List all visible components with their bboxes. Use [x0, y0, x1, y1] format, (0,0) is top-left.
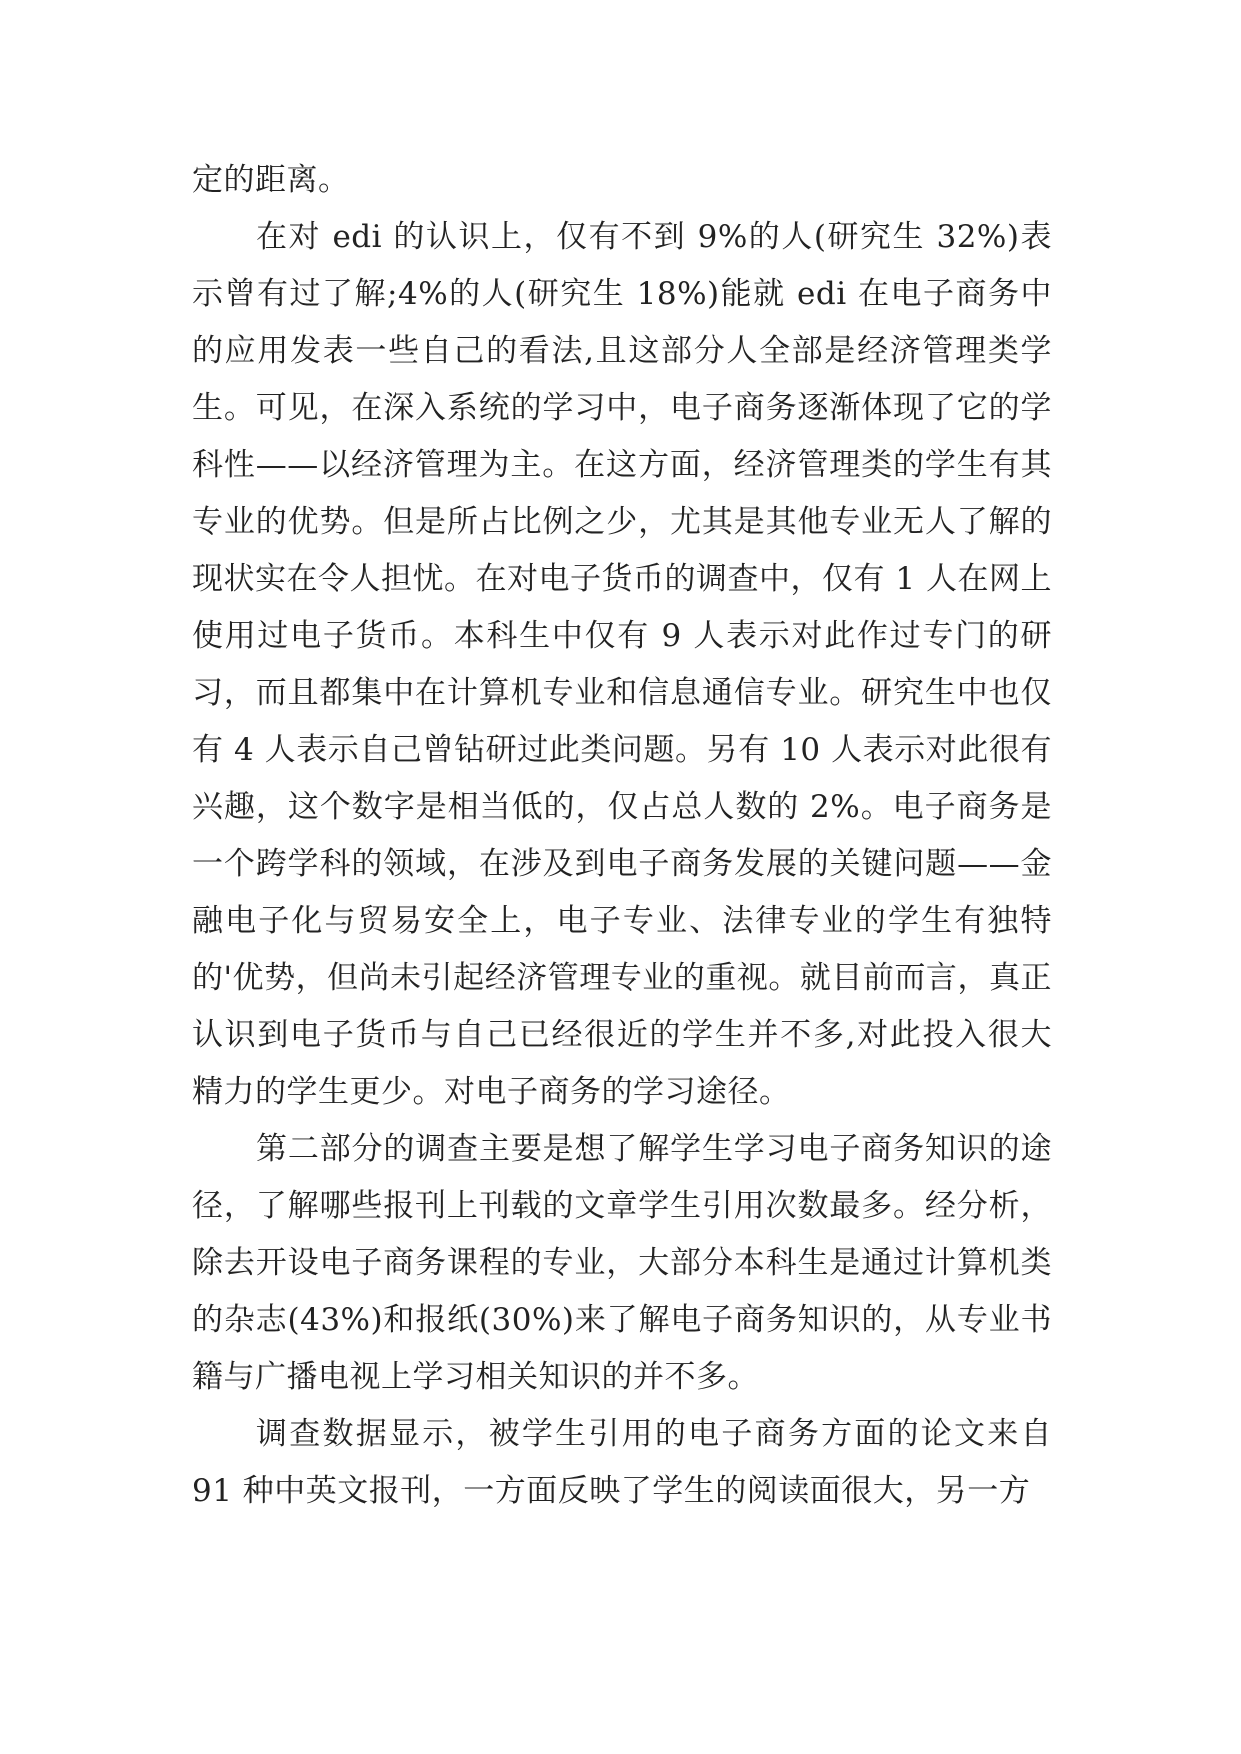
paragraph-2: 在对 edi 的认识上，仅有不到 9%的人(研究生 32%)表示曾有过了解;4%的人(研究生 18%)能就 edi 在电子商务中的应用发表一些自己的看法,且这部分人全部是经济管理类学生。可见，在深入系统的学习中，电子商务逐渐体现了它的学科性——以经济管理为主。在这方面，经济管理类的学生有其专业的优势。但是所占比例之少，尤其是其他专业无人了解的现状实在令人担忧。在对电子货币的调查中，仅有 1 人在网上使用过电子货币。本科生中仅有 9 人表示对此作过专门的研习，而且都集中在计算机专业和信息通信专业。研究生中也仅有 4 人表示自己曾钻研过此类问题。另有 10 人表示对此很有兴趣，这个数字是相当低的，仅占总人数的 2%。电子商务是一个跨学科的领域，在涉及到电子商务发展的关键问题——金融电子化与贸易安全上，电子专业、法律专业的学生有独特的'优势，但尚未引起经济管理专业的重视。就目前而言，真正认识到电子货币与自己已经很近的学生并不多,对此投入很大精力的学生更少。对电子商务的学习途径。 [192, 219, 1052, 1110]
document-body [192, 152, 1052, 1520]
paragraph-3: 第二部分的调查主要是想了解学生学习电子商务知识的途径，了解哪些报刊上刊载的文章学生引用次数最多。经分析，除去开设电子商务课程的专业，大部分本科生是通过计算机类的杂志(43%)和报纸(30%)来了解电子商务知识的，从专业书籍与广播电视上学习相关知识的并不多。 [192, 1131, 1052, 1395]
paragraph-1: 定的距离。 [192, 162, 350, 198]
paragraph-4: 调查数据显示，被学生引用的电子商务方面的论文来自 91 种中英文报刊，一方面反映了学生的阅读面很大，另一方 [192, 1416, 1052, 1509]
